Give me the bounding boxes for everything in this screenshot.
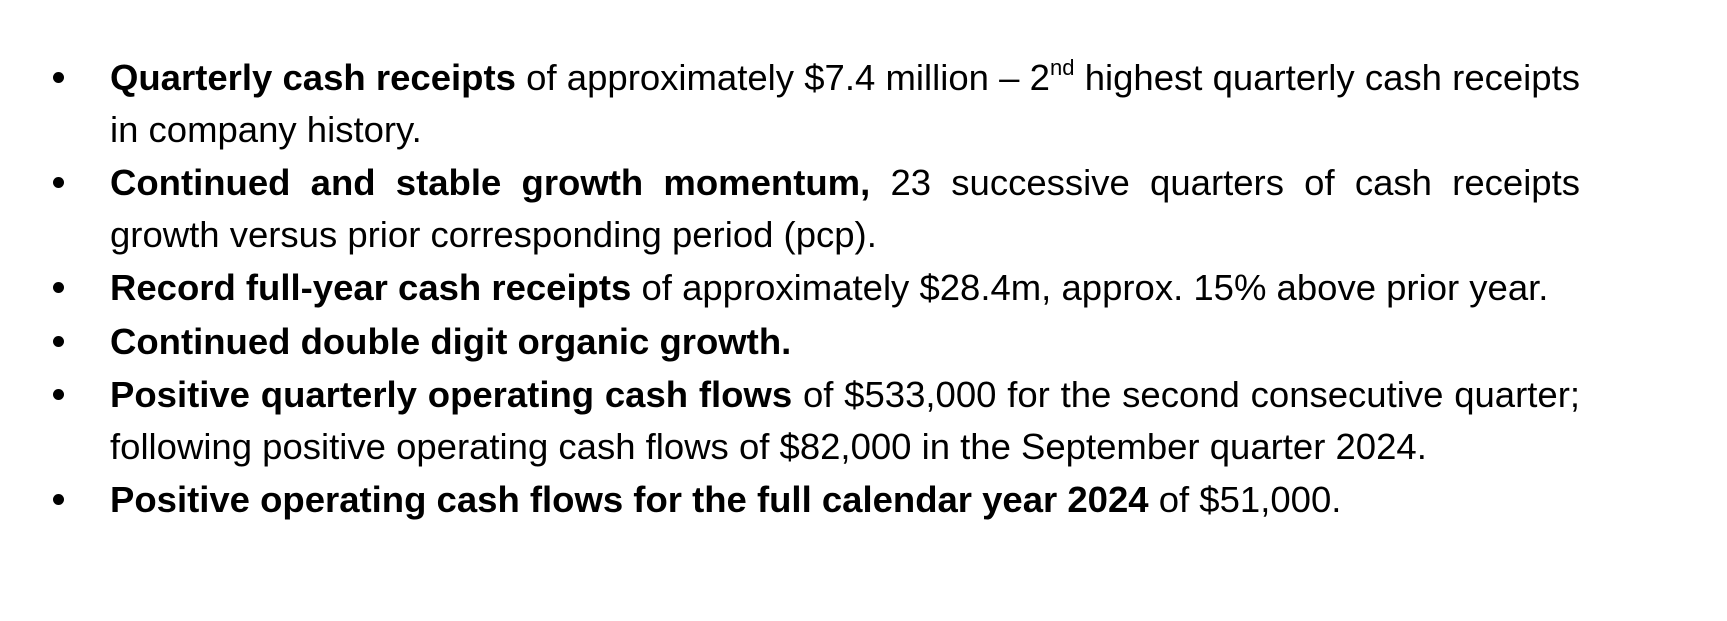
list-item [0, 52, 1580, 155]
item-text: of approximately $7.4 million – 2 [515, 57, 1050, 98]
highlights-list [0, 52, 1727, 528]
bullet-icon [53, 389, 64, 400]
superscript-text: nd [1050, 54, 1075, 80]
item-text: of $533,000 for the second consecutive quarter; following positive operating cash flows of $82,000 in the September quarter 2024. [110, 374, 1580, 467]
item-bold-text: Quarterly cash receipts [110, 57, 516, 98]
list-item [0, 474, 1580, 526]
bullet-icon [53, 177, 64, 188]
list-item [0, 316, 1580, 368]
bullet-icon [53, 72, 64, 83]
list-item [0, 262, 1580, 314]
bullet-icon [53, 336, 64, 347]
item-text: highest quarterly cash receipts in company history. [110, 57, 1580, 150]
bullet-icon [53, 494, 64, 505]
item-bold-text: Positive quarterly operating cash flows [110, 374, 793, 415]
item-bold-text: Positive operating cash flows for the full calendar year 2024 [110, 479, 1149, 520]
item-text: of $51,000. [1148, 479, 1342, 520]
item-text: 23 successive quarters of cash receipts growth versus prior corresponding period (pcp). [110, 162, 1580, 255]
item-bold-text: Continued double digit organic growth. [110, 320, 792, 362]
item-text: of approximately $28.4m, approx. 15% above prior year. [631, 267, 1549, 308]
item-bold-text: Record full-year cash receipts [110, 267, 632, 308]
bullet-icon [53, 282, 64, 293]
item-bold-text: Continued and stable growth momentum, [110, 162, 871, 203]
list-item [0, 157, 1580, 260]
list-item [0, 369, 1580, 472]
